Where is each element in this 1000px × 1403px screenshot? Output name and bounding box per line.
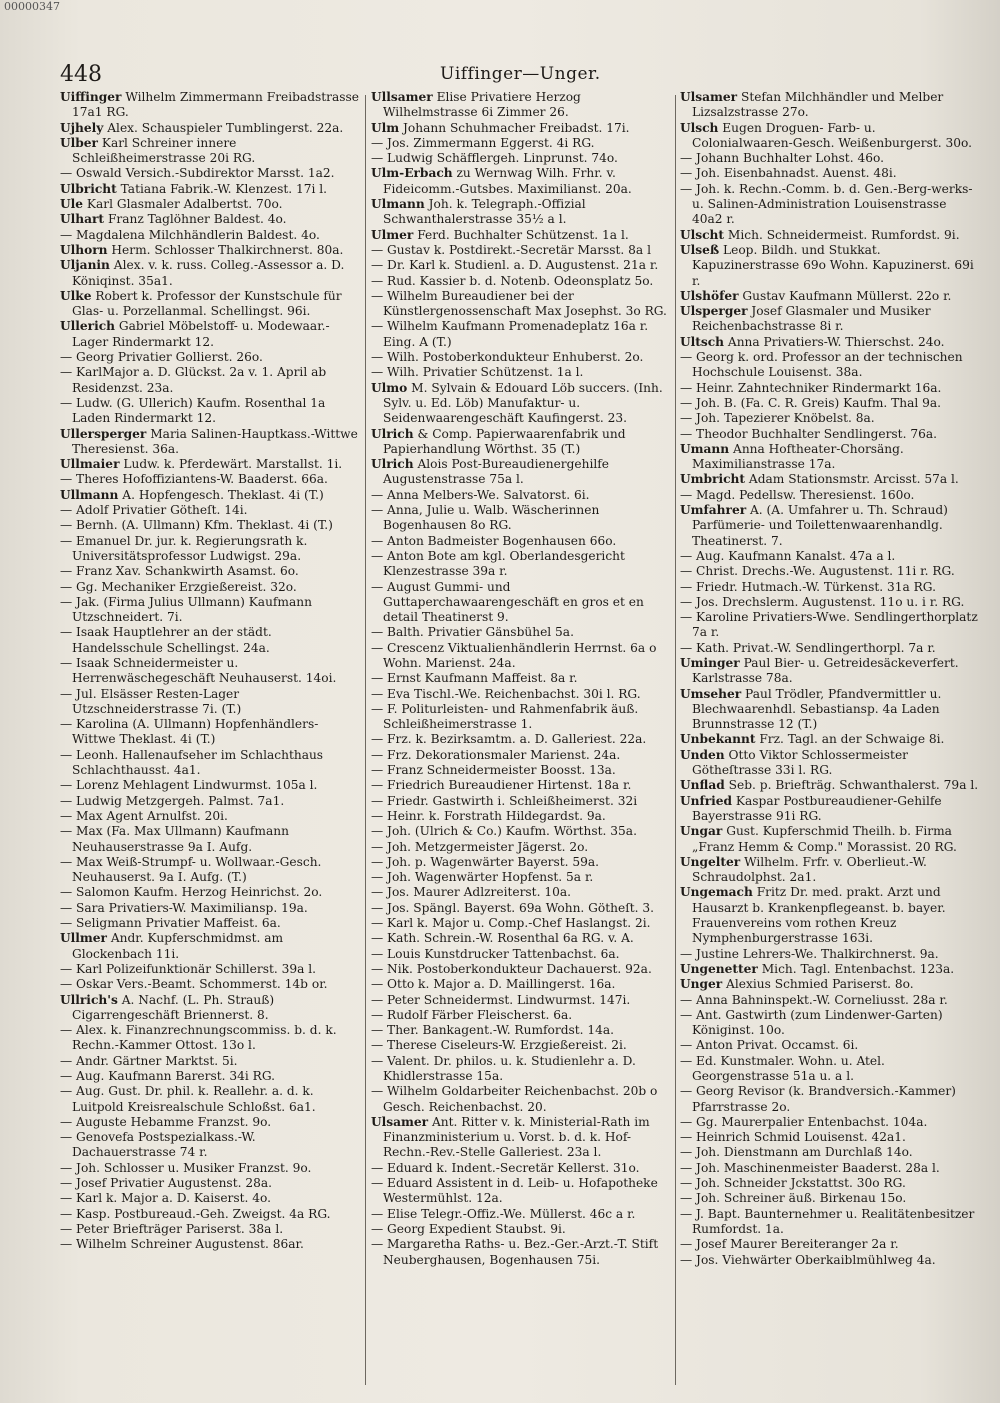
directory-entry: — Georg k. ord. Professor an der technischen Hochschule Louisenst. 38a. (680, 350, 963, 380)
directory-entry: — Heinrich Schmid Louisenst. 42a1. (680, 1130, 906, 1145)
directory-entry: — August Gummi- und Guttaperchawaarengeschäft en gros et en detail Theatinerst 9. (371, 579, 644, 625)
directory-entry: Ulseß Leop. Bildh. und Stukkat. Kapuzinerstrasse 69o Wohn. Kapuzinerst. 69i r. (680, 242, 974, 288)
directory-entry: — Therese Ciseleurs-W. Erzgießereist. 2i. (371, 1038, 627, 1053)
directory-entry: Ulsamer Stefan Milchhändler und Melber Lizsalzstrasse 27o. (680, 90, 944, 120)
directory-entry: Ungenetter Mich. Tagl. Entenbachst. 123a. (680, 961, 955, 976)
directory-entry: Ulsamer Ant. Ritter v. k. Ministerial-Rath im Finanzministerium u. Vorst. b. d. k. Hof-Rechn.-Rev.-Stelle Galleriest. 23a l. (371, 1114, 650, 1160)
directory-entry: — Georg Expedient Staubst. 9i. (371, 1221, 566, 1236)
directory-entry: — Auguste Hebamme Franzst. 9o. (60, 1114, 272, 1129)
directory-entry: — Anton Privat. Occamst. 6i. (680, 1038, 859, 1053)
directory-entry: Ule Karl Glasmaler Adalbertst. 70o. (60, 197, 283, 212)
directory-entry: Ulm Johann Schuhmacher Freibadst. 17i. (371, 120, 630, 135)
directory-entry: — Ernst Kaufmann Maffeist. 8a r. (371, 671, 578, 686)
directory-entry: — Joh. Metzgermeister Jägerst. 2o. (371, 839, 589, 854)
directory-entry: — KarlMajor a. D. Glückst. 2a v. 1. April ab Residenzst. 23a. (60, 365, 327, 395)
directory-entry: — Valent. Dr. philos. u. k. Studienlehr a. D. Khidlerstrasse 15a. (371, 1053, 636, 1083)
directory-entry: — Christ. Drechs.-We. Augustenst. 11i r. RG. (680, 564, 955, 579)
directory-entry: Ullmer Andr. Kupferschmidmst. am Glockenbach 11i. (60, 931, 284, 961)
directory-entry: — Margaretha Raths- u. Bez.-Ger.-Arzt.-T. Stift Neuberghausen, Bogenhausen 75i. (371, 1237, 659, 1267)
directory-entry: — Franz Xav. Schankwirth Asamst. 6o. (60, 564, 299, 579)
directory-entry: — Wilhelm Goldarbeiter Reichenbachst. 20b o Gesch. Reichenbachst. 20. (371, 1084, 658, 1114)
directory-entry: — Heinr. k. Forstrath Hildegardst. 9a. (371, 808, 606, 823)
corner-id: 00000347 (4, 0, 60, 13)
directory-entry: Umann Anna Hoftheater-Chorsäng. Maximilianstrasse 17a. (680, 441, 904, 472)
directory-entry: — Wilh. Postoberkondukteur Enhuberst. 2o. (371, 350, 644, 365)
directory-entry: — F. Politurleisten- und Rahmenfabrik äuß. Schleißheimerstrasse 1. (371, 701, 639, 732)
column-3 (680, 90, 980, 1268)
directory-entry: — Wilhelm Bureaudiener bei der Künstlergenossenschaft Max Josephst. 3o RG. (371, 288, 667, 319)
directory-entry: Ulhorn Herm. Schlosser Thalkirchnerst. 80a. (60, 242, 344, 257)
directory-entry: Uljanin Alex. v. k. russ. Colleg.-Assessor a. D. Köniqinst. 35a1. (60, 258, 345, 288)
directory-entry: — Kasp. Postbureaud.-Geh. Zweigst. 4a RG. (60, 1206, 331, 1221)
directory-entry: Ulm-Erbach zu Wernwag Wilh. Frhr. v. Fideicomm.-Gutsbes. Maximilianst. 20a. (371, 166, 632, 196)
directory-entry: Umseher Paul Trödler, Pfandvermittler u. Blechwaarenhdl. Sebastiansp. 4a Laden Brunnstrasse 12 (T.) (680, 686, 942, 732)
directory-entry: — Wilh. Privatier Schützenst. 1a l. (371, 365, 584, 380)
directory-entry: — Peter Schneidermst. Lindwurmst. 147i. (371, 992, 631, 1007)
directory-entry: — Ant. Gastwirth (zum Lindenwer-Garten) Königinst. 10o. (680, 1007, 943, 1038)
directory-entry: — Aug. Kaufmann Kanalst. 47a a l. (680, 548, 896, 563)
directory-entry: — Friedr. Hutmach.-W. Türkenst. 31a RG. (680, 579, 936, 594)
directory-entry: — Joh. p. Wagenwärter Bayerst. 59a. (371, 854, 600, 869)
directory-entry: — Ludwig Schäfflergeh. Linprunst. 74o. (371, 151, 618, 166)
directory-entry: Uiffinger Wilhelm Zimmermann Freibadstrasse 17a1 RG. (60, 90, 359, 120)
directory-entry: — Karl k. Major u. Comp.-Chef Haslangst. 2i. (371, 916, 651, 931)
directory-entry: — Jak. (Firma Julius Ullmann) Kaufmann Utzschneidert. 7i. (60, 594, 312, 625)
directory-entry: — Louis Kunstdrucker Tattenbachst. 6a. (371, 946, 620, 961)
directory-entry: — Ludwig Metzgergeh. Palmst. 7a1. (60, 793, 285, 808)
directory-entry: — Anton Bote am kgl. Oberlandesgericht Klenzestrasse 39a r. (371, 548, 625, 579)
directory-entry: — Anna Bahninspekt.-W. Corneliusst. 28a r. (680, 992, 948, 1007)
directory-entry: — Friedr. Gastwirth i. Schleißheimerst. 32i (371, 793, 638, 808)
directory-entry: — Wilhelm Kaufmann Promenadeplatz 16a r. Eing. A (T.) (371, 319, 649, 349)
directory-entry: — Joh. (Ulrich & Co.) Kaufm. Wörthst. 35a. (371, 824, 637, 839)
directory-entry: — Joh. Dienstmann am Durchlaß 14o. (680, 1145, 913, 1160)
directory-entry: — Eduard k. Indent.-Secretär Kellerst. 31o. (371, 1160, 640, 1175)
directory-entry: — Kath. Schrein.-W. Rosenthal 6a RG. v. A. (371, 931, 634, 946)
directory-entry: Umfahrer A. (A. Umfahrer u. Th. Schraud) Parfümerie- und Toilettenwaarenhandlg. Theatinerst. 7. (680, 503, 948, 548)
directory-entry: — Adolf Privatier Götheſt. 14i. (60, 503, 248, 518)
directory-entry: — Salomon Kaufm. Herzog Heinrichst. 2o. (60, 885, 323, 900)
column-2 (371, 90, 671, 1268)
directory-entry: Ullerich Gabriel Möbelstoff- u. Modewaar.-Lager Rindermarkt 12. (60, 319, 330, 349)
directory-entry: Ullrich's A. Nachf. (L. Ph. Strauß) Cigarrengeschäft Briennerst. 8. (60, 992, 275, 1022)
directory-entry: — Theres Hofoffiziantens-W. Baaderst. 66a. (60, 472, 328, 487)
directory-entry: — Max (Fa. Max Ullmann) Kaufmann Neuhauserstrasse 9a I. Aufg. (60, 824, 289, 854)
directory-entry: Ulber Karl Schreiner innere Schleißheimerstrasse 20i RG. (60, 135, 256, 166)
directory-entry: — Aug. Gust. Dr. phil. k. Reallehr. a. d. k. Luitpold Kreisrealschule Schloßst. 6a1. (60, 1084, 316, 1114)
directory-entry: — Joh. Wagenwärter Hopfenst. 5a r. (371, 870, 594, 885)
directory-entry: Ulrich Alois Post-Bureaudienergehilfe Augustenstrasse 75a l. (371, 457, 609, 487)
directory-entry: Ulke Robert k. Professor der Kunstschule für Glas- u. Porzellanmal. Schellingst. 96i. (60, 288, 342, 319)
column-divider (675, 95, 676, 1385)
directory-entry: Umbricht Adam Stationsmstr. Arcisst. 57a l. (680, 472, 959, 487)
directory-entry: — Aug. Kaufmann Barerst. 34i RG. (60, 1069, 276, 1083)
directory-entry: — Jos. Viehwärter Oberkaiblmühlweg 4a. (680, 1252, 936, 1267)
directory-entry: Ullmann A. Hopfengesch. Theklast. 4i (T.) (60, 487, 324, 502)
directory-entry: — Peter Briefträger Pariserst. 38a l. (60, 1221, 284, 1236)
directory-entry: — Gg. Maurerpalier Entenbachst. 104a. (680, 1114, 928, 1129)
directory-entry: — Georg Privatier Gollierst. 26o. (60, 350, 263, 365)
column-1 (60, 90, 360, 1253)
directory-entry: Ungemach Fritz Dr. med. prakt. Arzt und Hausarzt b. Krankenpflegeanst. b. bayer. Frauenvereins vom rothen Kreuz Nymphenburgerstrasse 163i. (680, 885, 946, 946)
directory-entry: — Leonh. Hallenaufseher im Schlachthaus Schlachthausst. 4a1. (60, 747, 324, 778)
directory-entry: — Karl Polizeifunktionär Schillerst. 39a l. (60, 961, 317, 976)
directory-entry: — Gustav k. Postdirekt.-Secretär Marsst. 8a l (371, 242, 651, 257)
directory-entry: — Emanuel Dr. jur. k. Regierungsrath k. Universitätsprofessor Ludwigst. 29a. (60, 533, 308, 563)
directory-entry: — Anna, Julie u. Walb. Wäscherinnen Bogenhausen 8o RG. (371, 503, 600, 533)
directory-entry: Ulsperger Josef Glasmaler und Musiker Reichenbachstrasse 8i r. (680, 304, 931, 334)
directory-entry: — Genovefa Postspezialkass.-W. Dachauerstrasse 74 r. (60, 1130, 256, 1160)
directory-entry: — Theodor Buchhalter Sendlingerst. 76a. (680, 426, 937, 441)
directory-entry: Ulmann Joh. k. Telegraph.-Offizial Schwanthalerstrasse 35½ a l. (371, 197, 586, 227)
directory-entry: — Jos. Zimmermann Eggerst. 4i RG. (371, 135, 595, 150)
directory-entry: — Sara Privatiers-W. Maximiliansp. 19a. (60, 900, 308, 915)
column-divider (365, 95, 366, 1385)
directory-entry: — Joh. Schlosser u. Musiker Franzst. 9o. (60, 1160, 312, 1175)
directory-entry: — Otto k. Major a. D. Maillingerst. 16a. (371, 977, 616, 992)
directory-entry: Ullsamer Elise Privatiere Herzog Wilhelmstrasse 6i Zimmer 26. (371, 90, 581, 120)
directory-entry: Unfried Kaspar Postbureaudiener-Gehilfe Bayerstrasse 91i RG. (680, 793, 942, 823)
directory-entry: — Alex. k. Finanzrechnungscommiss. b. d. k. Rechn.-Kammer Ottost. 13o l. (60, 1023, 337, 1053)
directory-entry: Ulbricht Tatiana Fabrik.-W. Klenzest. 17i l. (60, 181, 328, 196)
directory-entry: Ulrich & Comp. Papierwaarenfabrik und Papierhandlung Wörthst. 35 (T.) (371, 426, 626, 456)
directory-entry: — Wilhelm Schreiner Augustenst. 86ar. (60, 1237, 304, 1252)
directory-entry: Ulhart Franz Taglöhner Baldest. 4o. (60, 212, 287, 227)
directory-entry: — Elise Telegr.-Offiz.-We. Müllerst. 46c a r. (371, 1206, 636, 1221)
directory-entry: — Josef Maurer Bereiteranger 2a r. (680, 1237, 899, 1252)
directory-entry: Ullersperger Maria Salinen-Hauptkass.-Wittwe Theresienst. 36a. (60, 426, 358, 456)
directory-entry: — Joh. k. Rechn.-Comm. b. d. Gen.-Berg-werks- u. Salinen-Administration Louisenstrasse 40a2 r. (680, 181, 973, 227)
directory-entry: — Eva Tischl.-We. Reichenbachst. 30i l. RG. (371, 686, 641, 701)
directory-entry: — Isaak Hauptlehrer an der städt. Handelsschule Schellingst. 24a. (60, 625, 272, 655)
directory-entry: — Jos. Spängl. Bayerst. 69a Wohn. Götheſt. 3. (371, 900, 654, 915)
directory-entry: Ulshöfer Gustav Kaufmann Müllerst. 22o r. (680, 288, 952, 303)
directory-entry: — Jos. Maurer Adlzreiterst. 10a. (371, 885, 571, 900)
directory-entry: — Anton Badmeister Bogenhausen 66o. (371, 533, 617, 548)
directory-entry: — Friedrich Bureaudiener Hirtenst. 18a r. (371, 778, 632, 793)
directory-entry: — Magd. Pedellsw. Theresienst. 160o. (680, 487, 915, 502)
directory-entry: — Jul. Elsässer Resten-Lager Utzschneiderstrasse 7i. (T.) (60, 686, 242, 716)
directory-entry: — Joh. Eisenbahnadst. Auenst. 48i. (680, 166, 897, 181)
directory-entry: — Ed. Kunstmaler. Wohn. u. Atel. Georgenstrasse 51a u. a l. (680, 1053, 885, 1083)
directory-entry: — Jos. Drechslerm. Augustenst. 11o u. i r. RG. (680, 594, 965, 609)
directory-entry: — Magdalena Milchhändlerin Baldest. 4o. (60, 227, 320, 242)
directory-entry: Unbekannt Frz. Tagl. an der Schwaige 8i. (680, 732, 945, 747)
directory-entry: — J. Bapt. Baunternehmer u. Realitätenbesitzer Rumfordst. 1a. (680, 1206, 975, 1236)
directory-entry: Ulmo M. Sylvain & Edouard Löb succers. (Inh. Sylv. u. Ed. Löb) Manufaktur- u. Seidenwaarengeschäft Kaufingerst. 23. (371, 380, 663, 426)
directory-entry: — Joh. Maschinenmeister Baaderst. 28a l. (680, 1160, 940, 1175)
directory-entry: Ungar Gust. Kupferschmid Theilh. b. Firma „Franz Hemm & Comp." Morassist. 20 RG. (680, 824, 957, 854)
directory-entry: — Oskar Vers.-Beamt. Schommerst. 14b or. (60, 977, 328, 992)
directory-entry: Unden Otto Viktor Schlossermeister Götheſtrasse 33i l. RG. (680, 747, 908, 778)
directory-entry: — Seligmann Privatier Maffeist. 6a. (60, 916, 281, 931)
directory-entry: Ullmaier Ludw. k. Pferdewärt. Marstallst. 1i. (60, 457, 343, 472)
directory-entry: — Joh. Schneider Jckstattst. 30o RG. (680, 1176, 906, 1191)
directory-entry: Unflad Seb. p. Briefträg. Schwanthalerst. 79a l. (680, 778, 979, 793)
directory-entry: — Crescenz Viktualienhändlerin Herrnst. 6a o Wohn. Marienst. 24a. (371, 640, 657, 670)
directory-entry: — Joh. Schreiner äuß. Birkenau 15o. (680, 1191, 907, 1206)
directory-entry: Ulmer Ferd. Buchhalter Schützenst. 1a l. (371, 227, 629, 242)
directory-entry: — Max Agent Arnulfst. 20i. (60, 808, 228, 823)
directory-entry: — Ludw. (G. Ullerich) Kaufm. Rosenthal 1a Laden Rindermarkt 12. (60, 395, 326, 426)
directory-entry: — Johann Buchhalter Lohst. 46o. (680, 151, 884, 166)
directory-entry: — Nik. Postoberkondukteur Dachauerst. 92a. (371, 961, 652, 976)
directory-entry: — Justine Lehrers-We. Thalkirchnerst. 9a. (680, 946, 939, 961)
directory-entry: — Karl k. Major a. D. Kaiserst. 4o. (60, 1191, 272, 1206)
directory-entry: — Josef Privatier Augustenst. 28a. (60, 1176, 272, 1191)
directory-entry: Ujhely Alex. Schauspieler Tumblingerst. 22a. (60, 120, 344, 135)
directory-entry: Unger Alexius Schmied Pariserst. 8o. (680, 977, 914, 992)
directory-entry: — Frz. k. Bezirksamtm. a. D. Galleriest. 22a. (371, 732, 647, 747)
directory-entry: — Karolina (A. Ullmann) Hopfenhändlers-Wittwe Theklast. 4i (T.) (60, 717, 319, 747)
running-head: Uiffinger—Unger. (440, 64, 601, 84)
directory-entry: Ulscht Mich. Schneidermeist. Rumfordst. 9i. (680, 227, 960, 242)
directory-entry: — Frz. Dekorationsmaler Marienst. 24a. (371, 747, 621, 762)
directory-entry: — Rudolf Färber Fleischerst. 6a. (371, 1007, 573, 1022)
directory-entry: — Rud. Kassier b. d. Notenb. Odeonsplatz 5o. (371, 273, 654, 288)
directory-entry: Uminger Paul Bier- u. Getreidesäckeverfert. Karlstrasse 78a. (680, 655, 959, 686)
directory-entry: — Ther. Bankagent.-W. Rumfordst. 14a. (371, 1023, 615, 1038)
page-number: 448 (60, 62, 102, 87)
directory-entry: — Anna Melbers-We. Salvatorst. 6i. (371, 487, 590, 502)
directory-entry: — Max Weiß-Strumpf- u. Wollwaar.-Gesch. Neuhauserst. 9a I. Aufg. (T.) (60, 854, 322, 885)
directory-entry: — Andr. Gärtner Marktst. 5i. (60, 1053, 238, 1068)
directory-entry: — Franz Schneidermeister Boosst. 13a. (371, 763, 616, 778)
directory-entry: — Joh. Tapezierer Knöbelst. 8a. (680, 411, 875, 426)
directory-entry: — Lorenz Mehlagent Lindwurmst. 105a l. (60, 778, 318, 793)
directory-entry: Ungelter Wilhelm. Frfr. v. Oberlieut.-W. Schraudolphst. 2a1. (680, 854, 927, 885)
directory-entry: — Karoline Privatiers-Wwe. Sendlingerthorplatz 7a r. (680, 610, 978, 640)
directory-entry: — Bernh. (A. Ullmann) Kfm. Theklast. 4i (T.) (60, 518, 333, 533)
directory-entry: — Isaak Schneidermeister u. Herrenwäschegeschäft Neuhauserst. 14oi. (60, 655, 337, 686)
directory-entry: — Gg. Mechaniker Erzgießereist. 32o. (60, 579, 297, 594)
directory-entry: — Kath. Privat.-W. Sendlingerthorpl. 7a r. (680, 640, 936, 655)
directory-entry: — Dr. Karl k. Studienl. a. D. Augustenst. 21a r. (371, 258, 659, 273)
directory-entry: — Oswald Versich.-Subdirektor Marsst. 1a2. (60, 166, 335, 181)
directory-entry: — Joh. B. (Fa. C. R. Greis) Kaufm. Thal 9a. (680, 395, 942, 410)
directory-entry: Ultsch Anna Privatiers-W. Thierschst. 24o. (680, 334, 945, 349)
directory-entry: — Eduard Assistent in d. Leib- u. Hofapotheke Westermühlst. 12a. (371, 1176, 658, 1206)
directory-entry: — Balth. Privatier Gänsbühel 5a. (371, 625, 574, 640)
directory-entry: — Georg Revisor (k. Brandversich.-Kammer) Pfarrstrasse 2o. (680, 1084, 956, 1114)
directory-entry: — Heinr. Zahntechniker Rindermarkt 16a. (680, 380, 942, 395)
directory-entry: Ulsch Eugen Droguen- Farb- u. Colonialwaaren-Gesch. Weißenburgerst. 30o. (680, 120, 972, 150)
